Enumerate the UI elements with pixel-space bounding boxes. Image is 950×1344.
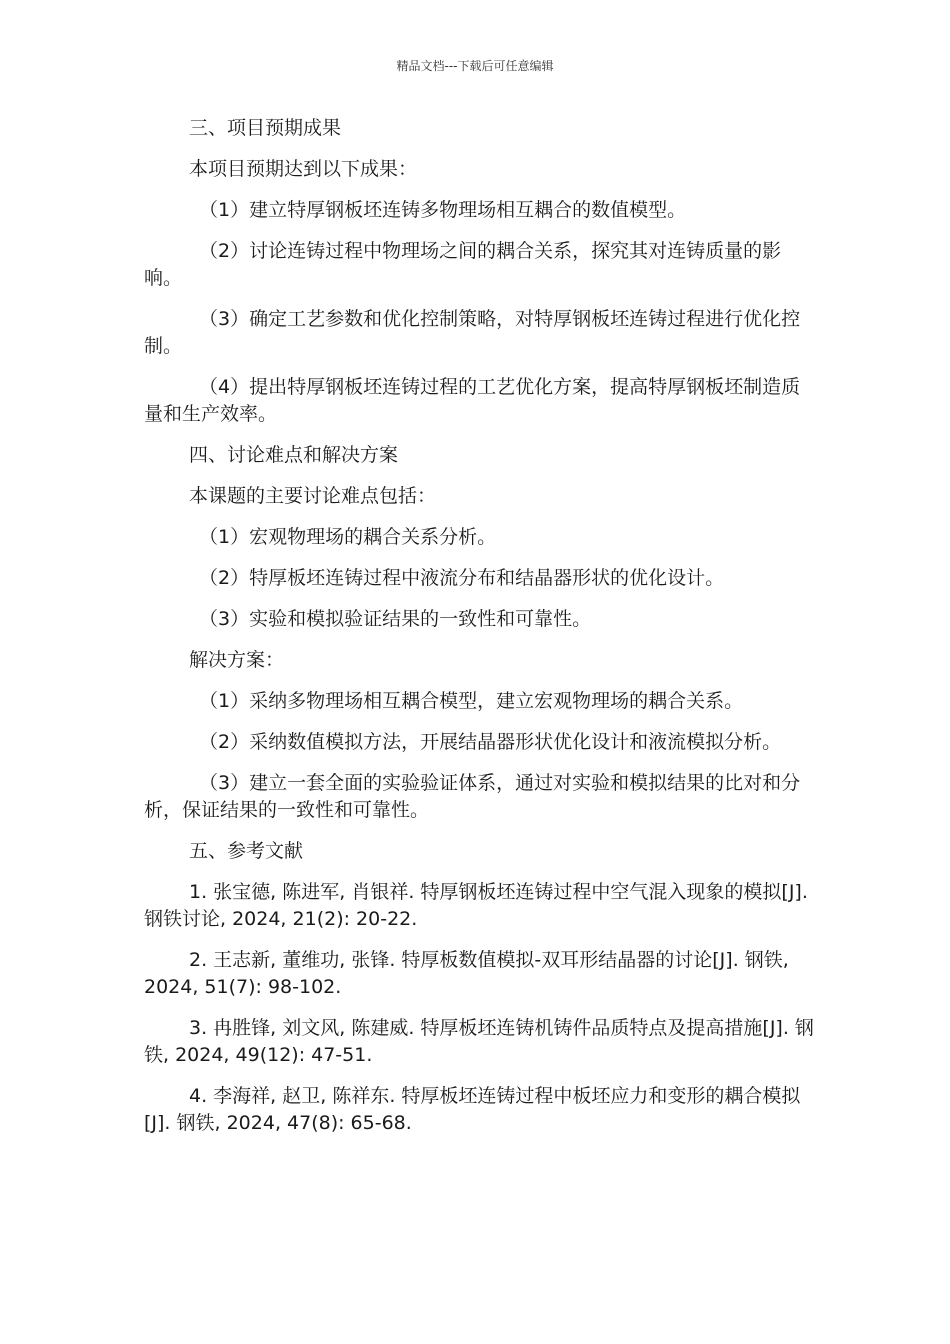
reference-item: 1. 张宝德, 陈进军, 肖银祥. 特厚钢板坯连铸过程中空气混入现象的模拟[J]. 钢铁讨论, 2024, 21(2): 20-22. — [144, 881, 808, 930]
paragraph: 本项目预期达到以下成果： — [189, 158, 418, 180]
list-item: （1）采纳多物理场相互耦合模型，建立宏观物理场的耦合关系。 — [199, 690, 744, 712]
list-item: （2）采纳数值模拟方法，开展结晶器形状优化设计和液流模拟分析。 — [199, 731, 782, 753]
reference-item: 3. 冉胜锋, 刘文风, 陈建威. 特厚板坯连铸机铸件品质特点及提高措施[J]. 钢铁, 2024, 49(12): 47-51. — [144, 1017, 814, 1066]
paragraph: 解决方案： — [189, 649, 285, 671]
reference-item: 4. 李海祥, 赵卫, 陈祥东. 特厚板坯连铸过程中板坯应力和变形的耦合模拟[J]. 钢铁, 2024, 47(8): 65-68. — [144, 1085, 801, 1134]
list-item: （1）宏观物理场的耦合关系分析。 — [199, 526, 497, 548]
page-header: 精品文档---下载后可任意编辑 — [396, 59, 554, 73]
section-heading: 四、讨论难点和解决方案 — [189, 444, 399, 466]
paragraph: 本课题的主要讨论难点包括： — [189, 485, 437, 507]
list-item: （3）实验和模拟验证结果的一致性和可靠性。 — [199, 608, 592, 630]
list-item: （3）建立一套全面的实验验证体系，通过对实验和模拟结果的比对和分析，保证结果的一致性和可靠性。 — [144, 772, 801, 821]
list-item: （2）讨论连铸过程中物理场之间的耦合关系，探究其对连铸质量的影响。 — [144, 240, 782, 289]
document-body — [144, 115, 816, 1151]
list-item: （2）特厚板坯连铸过程中液流分布和结晶器形状的优化设计。 — [199, 567, 725, 589]
section-heading: 五、参考文献 — [189, 840, 304, 862]
section-heading: 三、项目预期成果 — [189, 117, 342, 139]
reference-item: 2. 王志新, 董维功, 张锋. 特厚板数值模拟-双耳形结晶器的讨论[J]. 钢铁, 2024, 51(7): 98-102. — [144, 949, 789, 998]
list-item: （1）建立特厚钢板坯连铸多物理场相互耦合的数值模型。 — [199, 199, 687, 221]
list-item: （3）确定工艺参数和优化控制策略，对特厚钢板坯连铸过程进行优化控制。 — [144, 308, 801, 357]
list-item: （4）提出特厚钢板坯连铸过程的工艺优化方案，提高特厚钢板坯制造质量和生产效率。 — [144, 376, 801, 425]
